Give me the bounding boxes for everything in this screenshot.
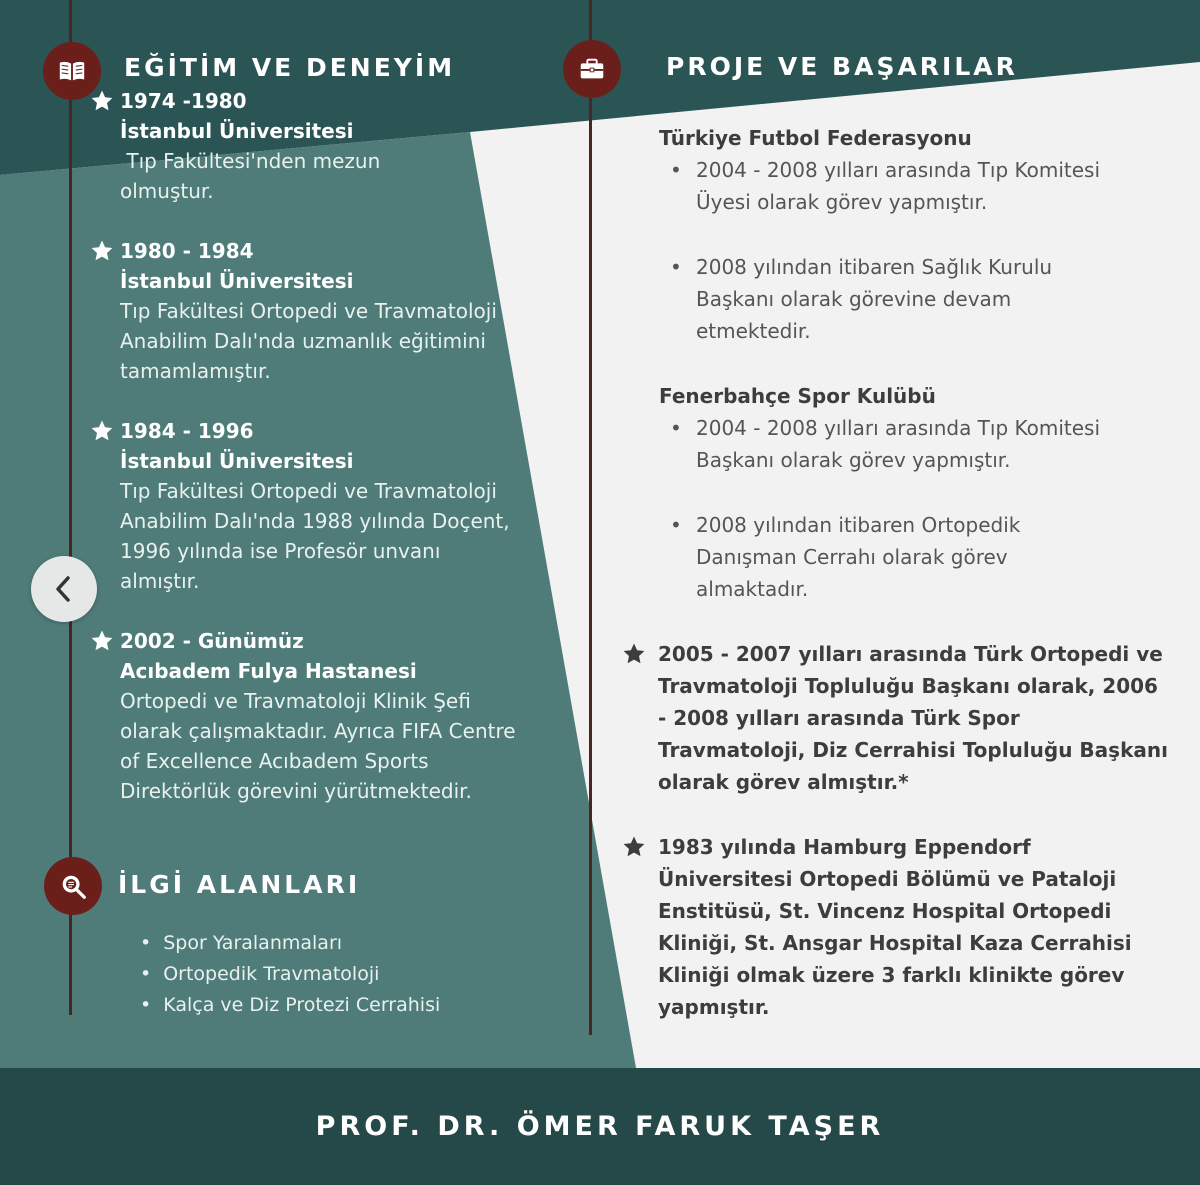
entry-years: 1984 - 1996 [120, 419, 254, 443]
entry-org: İstanbul Üniversitesi [120, 119, 354, 143]
search-icon [58, 871, 88, 901]
entry-desc: Tıp Fakültesi Ortopedi ve Travmatoloji Anabilim Dalı'nda 1988 yılında Doçent, 1996 yılında ise Profesör unvanı almıştır. [120, 479, 510, 593]
projects-title: PROJE VE BAŞARILAR [666, 52, 1018, 81]
education-entry [94, 416, 534, 596]
highlight-text: 2005 - 2007 yılları arasında Türk Ortopedi ve Travmatoloji Topluluğu Başkanı olarak, 2006 - 2008 yılları arasında Türk Spor Travmatoloji, Diz Cerrahisi Topluluğu Başkanı olarak görev almıştır.* [658, 642, 1168, 794]
star-icon [622, 642, 646, 666]
bullet-dot: • [670, 158, 682, 182]
entry-org: Acıbadem Fulya Hastanesi [120, 659, 417, 683]
entry-org: İstanbul Üniversitesi [120, 449, 354, 473]
list-item [670, 412, 1160, 476]
entry-desc: Ortopedi ve Travmatoloji Klinik Şefi olarak çalışmaktadır. Ayrıca FIFA Centre of Excellence Acıbadem Sports Direktörlük görevini yürütmektedir. [120, 689, 516, 803]
list-item: • Spor Yaralanmaları [140, 928, 440, 959]
bullet-dot: • [670, 513, 682, 537]
bullet-text: 2008 yılından itibaren Ortopedik Danışman Cerrahı olarak görev almaktadır. [696, 513, 1021, 601]
project-org: Fenerbahçe Spor Kulübü [659, 384, 936, 408]
project-org: Türkiye Futbol Federasyonu [659, 126, 972, 150]
chevron-left-icon [51, 574, 77, 604]
star-icon [90, 629, 114, 653]
education-entry [94, 86, 534, 206]
list-item [670, 251, 1160, 347]
footer-bar [0, 1068, 1200, 1185]
interests-title: İLGİ ALANLARI [118, 870, 361, 899]
star-icon [90, 419, 114, 443]
list-item [670, 154, 1160, 218]
highlight-item [620, 638, 1180, 798]
star-icon [622, 835, 646, 859]
entry-years: 2002 - Günümüz [120, 629, 304, 653]
projects-icon-badge [563, 40, 621, 98]
footer-name: PROF. DR. ÖMER FARUK TAŞER [315, 1111, 885, 1142]
entry-years: 1974 -1980 [120, 89, 247, 113]
bullet-text: 2008 yılından itibaren Sağlık Kurulu Başkanı olarak görevine devam etmektedir. [696, 255, 1053, 343]
education-title: EĞİTİM VE DENEYİM [124, 53, 456, 82]
bullet-text: 2004 - 2008 yılları arasında Tıp Komitesi Üyesi olarak görev yapmıştır. [696, 158, 1101, 214]
entry-desc: Tıp Fakültesi Ortopedi ve Travmatoloji Anabilim Dalı'nda uzmanlık eğitimini tamamlamıştır. [120, 299, 497, 383]
star-icon [90, 89, 114, 113]
highlight-item [620, 831, 1180, 1023]
bullet-dot: • [670, 255, 682, 279]
list-item: • Ortopedik Travmatoloji [140, 959, 440, 990]
entry-org: İstanbul Üniversitesi [120, 269, 354, 293]
bullet-dot: • [670, 416, 682, 440]
right-timeline-line [589, 0, 592, 1035]
star-icon [90, 239, 114, 263]
list-item [670, 509, 1160, 605]
bullet-text: 2004 - 2008 yılları arasında Tıp Komitesi Başkanı olarak görev yapmıştır. [696, 416, 1101, 472]
entry-years: 1980 - 1984 [120, 239, 254, 263]
education-entry [94, 236, 534, 386]
book-icon [57, 56, 87, 86]
interests-list [140, 928, 440, 1021]
briefcase-icon [577, 54, 607, 84]
interests-icon-badge [44, 857, 102, 915]
education-entry [94, 626, 534, 806]
entry-desc: Tıp Fakültesi'nden mezun olmuştur. [120, 149, 387, 203]
list-item: • Kalça ve Diz Protezi Cerrahisi [140, 990, 440, 1021]
highlight-text: 1983 yılında Hamburg Eppendorf Üniversitesi Ortopedi Bölümü ve Pataloji Enstitüsü, St. Vincenz Hospital Ortopedi Kliniği, St. Ansgar Hospital Kaza Cerrahisi Kliniği olmak üzere 3 farklı klinikte görev yapmıştır. [658, 835, 1132, 1019]
carousel-prev-button[interactable] [31, 556, 97, 622]
